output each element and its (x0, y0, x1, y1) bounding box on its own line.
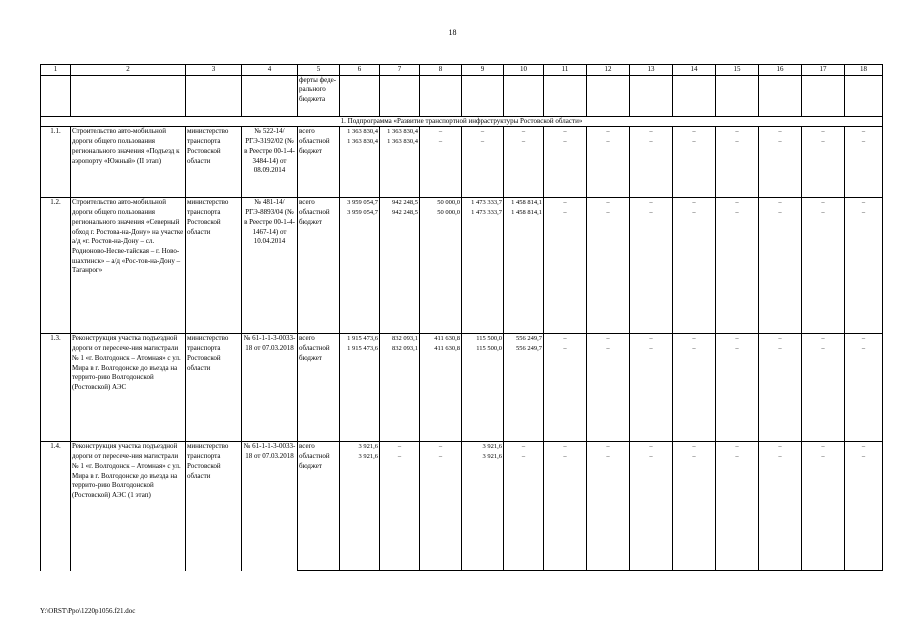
amount-cell: – (802, 334, 845, 345)
amount-cell: – (802, 344, 845, 442)
amount-cell: 1 915 473,6 (340, 344, 380, 442)
amount-cell: 3 921,6 (340, 452, 380, 571)
amount-cell: 942 248,5 (380, 208, 420, 334)
amount-cell: – (380, 442, 420, 453)
column-number: 10 (504, 65, 544, 76)
column-number: 11 (544, 65, 587, 76)
amount-cell: – (759, 442, 802, 453)
amount-cell: 3 921,6 (340, 442, 380, 453)
amount-cell: – (716, 442, 759, 453)
column-number: 12 (587, 65, 630, 76)
amount-cell: – (587, 344, 630, 442)
amount-cell: – (420, 127, 462, 138)
amount-cell: – (420, 452, 462, 571)
amount-cell: – (544, 442, 587, 453)
subprogram-title: 1. Подпрограмма «Развитие транспортной инфраструктуры Ростовской области» (41, 116, 883, 127)
column-number: 5 (298, 65, 340, 76)
amount-cell: – (845, 127, 883, 138)
amount-cell: – (587, 127, 630, 138)
document-reference: № 61-1-1-3-0033-18 от 07.03.2018 (242, 442, 298, 571)
page-number: 18 (448, 28, 457, 37)
column-number: 6 (340, 65, 380, 76)
amount-cell: – (845, 198, 883, 209)
amount-cell: 832 093,1 (380, 344, 420, 442)
amount-cell: 50 000,0 (420, 208, 462, 334)
continuation-header-cell: ферты феде-рального бюджета (298, 75, 340, 116)
amount-cell: – (802, 198, 845, 209)
amount-cell: – (716, 198, 759, 209)
column-number: 2 (71, 65, 186, 76)
measure-name: Строительство авто-мобильной дороги общего пользования регионального значения «Северный обход г. Ростова-на-Дону» на участке а/д «г. Ростов-на-Дону – сл. Родионово-Несве-тайская – г. Ново-шахтинск» – а/д «Рос-тов-на-Дону – Таганрог» (71, 198, 186, 334)
amount-cell: 1 363 830,4 (380, 137, 420, 198)
funding-source-total: всего (298, 334, 340, 345)
measure-name: Реконструкция участка подъездной дороги от пересече-ния магистрали № 1 «г. Волгодонск – Атомная» с ул. Мира в г. Волгодонске до въезда на террито-рию Волгодонской (Ростовской) АЭС (71, 334, 186, 442)
amount-cell: – (630, 334, 673, 345)
amount-cell: – (673, 334, 716, 345)
amount-cell: – (716, 452, 759, 571)
funding-source-regional: областной бюджет (298, 137, 340, 198)
amount-cell: 50 000,0 (420, 198, 462, 209)
amount-cell: 1 473 333,7 (462, 198, 504, 209)
amount-cell: 3 959 054,7 (340, 198, 380, 209)
subprogram-row (41, 116, 883, 127)
amount-cell: – (759, 452, 802, 571)
amount-cell: – (420, 137, 462, 198)
funding-source-total: всего (298, 127, 340, 138)
amount-cell: 942 248,5 (380, 198, 420, 209)
funding-source-total: всего (298, 442, 340, 453)
amount-cell: – (673, 344, 716, 442)
amount-cell: – (673, 442, 716, 453)
amount-cell: – (544, 344, 587, 442)
column-number: 7 (380, 65, 420, 76)
amount-cell: – (802, 137, 845, 198)
amount-cell: – (630, 344, 673, 442)
amount-cell: 1 363 830,4 (340, 137, 380, 198)
amount-cell: – (673, 208, 716, 334)
amount-cell: 1 458 814,1 (504, 208, 544, 334)
row-number: 1.3. (41, 334, 71, 442)
amount-cell: – (630, 442, 673, 453)
amount-cell: – (716, 137, 759, 198)
amount-cell: 1 915 473,6 (340, 334, 380, 345)
amount-cell: – (759, 334, 802, 345)
amount-cell: 556 249,7 (504, 344, 544, 442)
measure-name: Строительство авто-мобильной дороги общего пользования регионального значения «Подъезд к аэропорту «Южный» (II этап) (71, 127, 186, 198)
measure-name: Реконструкция участка подъездной дороги от пересече-ния магистрали № 1 «г. Волгодонск – Атомная» с ул. Мира в г. Волгодонске до въезда на террито-рию Волгодонской (Ростовской) АЭС (1 этап) (71, 442, 186, 571)
column-number: 13 (630, 65, 673, 76)
funding-source-regional: областной бюджет (298, 208, 340, 334)
amount-cell: – (716, 208, 759, 334)
amount-cell: 1 363 830,4 (340, 127, 380, 138)
amount-cell: – (802, 208, 845, 334)
table-row (41, 442, 883, 453)
amount-cell: – (759, 127, 802, 138)
executor: министерство транспорта Ростовской области (186, 127, 242, 198)
document-reference: № 522-14/РГЭ-3192/02 (№ в Реестре 00-1-4-3484-14) от 08.09.2014 (242, 127, 298, 198)
executor: министерство транспорта Ростовской области (186, 334, 242, 442)
amount-cell: – (759, 137, 802, 198)
funding-source-regional: областной бюджет (298, 452, 340, 571)
amount-cell: 115 500,0 (462, 334, 504, 345)
amount-cell: – (587, 198, 630, 209)
row-number: 1.1. (41, 127, 71, 198)
amount-cell: 3 959 054,7 (340, 208, 380, 334)
column-number: 8 (420, 65, 462, 76)
amount-cell: – (462, 127, 504, 138)
amount-cell: – (716, 344, 759, 442)
table-body (41, 65, 883, 571)
funding-source-regional: областной бюджет (298, 344, 340, 442)
amount-cell: – (420, 442, 462, 453)
executor: министерство транспорта Ростовской области (186, 198, 242, 334)
amount-cell: – (759, 198, 802, 209)
funding-source-total: всего (298, 198, 340, 209)
column-number: 17 (802, 65, 845, 76)
amount-cell: – (630, 198, 673, 209)
amount-cell: – (759, 208, 802, 334)
column-number: 9 (462, 65, 504, 76)
amount-cell: – (504, 442, 544, 453)
column-number-row (41, 65, 883, 76)
amount-cell: – (630, 208, 673, 334)
amount-cell: – (544, 137, 587, 198)
amount-cell: – (845, 442, 883, 453)
column-number: 18 (845, 65, 883, 76)
amount-cell: 1 363 830,4 (380, 127, 420, 138)
amount-cell: 556 249,7 (504, 334, 544, 345)
amount-cell: 411 630,8 (420, 334, 462, 345)
column-number: 15 (716, 65, 759, 76)
amount-cell: – (544, 198, 587, 209)
amount-cell: – (544, 208, 587, 334)
amount-cell: – (587, 452, 630, 571)
amount-cell: – (716, 127, 759, 138)
budget-table (40, 64, 883, 571)
amount-cell: – (845, 208, 883, 334)
column-number: 14 (673, 65, 716, 76)
amount-cell: – (673, 452, 716, 571)
amount-cell: – (544, 127, 587, 138)
amount-cell: – (587, 137, 630, 198)
table-row (41, 127, 883, 138)
amount-cell: 115 500,0 (462, 344, 504, 442)
column-number: 16 (759, 65, 802, 76)
amount-cell: – (504, 137, 544, 198)
column-number: 4 (242, 65, 298, 76)
amount-cell: 832 093,1 (380, 334, 420, 345)
amount-cell: 411 630,8 (420, 344, 462, 442)
table-row (41, 198, 883, 209)
amount-cell: – (673, 198, 716, 209)
amount-cell: – (504, 127, 544, 138)
amount-cell: – (845, 344, 883, 442)
table-row (41, 334, 883, 345)
column-number: 3 (186, 65, 242, 76)
amount-cell: – (845, 334, 883, 345)
amount-cell: – (544, 334, 587, 345)
amount-cell: – (845, 452, 883, 571)
document-reference: № 61-1-1-3-0033-18 от 07.03.2018 (242, 334, 298, 442)
amount-cell: – (380, 452, 420, 571)
amount-cell: – (716, 334, 759, 345)
amount-cell: – (587, 442, 630, 453)
amount-cell: 1 473 333,7 (462, 208, 504, 334)
amount-cell: – (504, 452, 544, 571)
row-number: 1.4. (41, 442, 71, 571)
amount-cell: – (587, 208, 630, 334)
amount-cell: – (802, 452, 845, 571)
amount-cell: 3 921,6 (462, 442, 504, 453)
amount-cell: 3 921,6 (462, 452, 504, 571)
amount-cell: – (802, 442, 845, 453)
amount-cell: – (673, 137, 716, 198)
amount-cell: – (587, 334, 630, 345)
amount-cell: – (630, 127, 673, 138)
footer-file-path: Y:\ORST\Ppo\1220p1056.f21.doc (40, 607, 136, 615)
continuation-header-row (41, 75, 883, 116)
amount-cell: 1 458 814,1 (504, 198, 544, 209)
amount-cell: – (802, 127, 845, 138)
executor: министерство транспорта Ростовской области (186, 442, 242, 571)
amount-cell: – (673, 127, 716, 138)
document-reference: № 481-14/РГЭ-8893/04 (№ в Реестре 00-1-4-1467-14) от 10.04.2014 (242, 198, 298, 334)
row-number: 1.2. (41, 198, 71, 334)
amount-cell: – (630, 452, 673, 571)
amount-cell: – (544, 452, 587, 571)
amount-cell: – (845, 137, 883, 198)
amount-cell: – (462, 137, 504, 198)
amount-cell: – (630, 137, 673, 198)
column-number: 1 (41, 65, 71, 76)
amount-cell: – (759, 344, 802, 442)
